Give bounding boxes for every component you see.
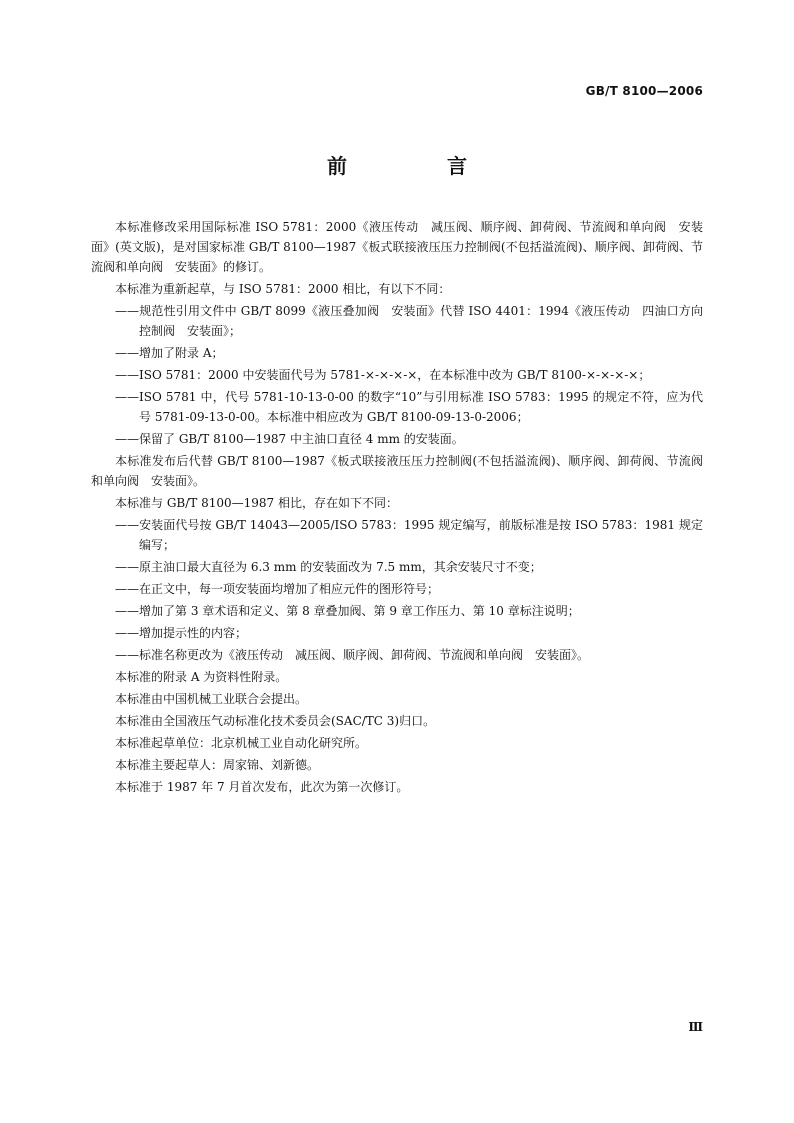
paragraph: 本标准发布后代替 GB/T 8100—1987《板式联接液压压力控制阀(不包括溢流阀)、顺序阀、卸荷阀、节流阀和单向阀 安装面》。 [91, 454, 703, 488]
paragraph: 本标准由中国机械工业联合会提出。 [115, 692, 308, 706]
list-item: ——保留了 GB/T 8100—1987 中主油口直径 4 mm 的安装面。 [115, 432, 464, 446]
paragraph: 本标准由全国液压气动标准化技术委员会(SAC/TC 3)归口。 [115, 714, 436, 728]
list-item: ——标准名称更改为《液压传动 减压阀、顺序阀、卸荷阀、节流阀和单向阀 安装面》。 [115, 648, 590, 662]
paragraph: 本标准主要起草人：周家锦、刘新德。 [115, 758, 320, 772]
paragraph: 本标准与 GB/T 8100—1987 相比，存在如下不同： [115, 496, 398, 510]
list-item: ——原主油口最大直径为 6.3 mm 的安装面改为 7.5 mm，其余安装尺寸不变； [115, 560, 542, 574]
document-body [91, 217, 703, 799]
list-item: ——在正文中，每一项安装面均增加了相应元件的图形符号； [115, 582, 440, 596]
list-item: ——安装面代号按 GB/T 14043—2005/ISO 5783：1995 规定编写，前版标准是按 ISO 5783：1981 规定编写； [115, 518, 703, 552]
page-title: 前 言 [327, 154, 507, 178]
paragraph: 本标准的附录 A 为资料性附录。 [115, 670, 288, 684]
page-number: Ⅲ [688, 1020, 703, 1034]
standard-code: GB/T 8100—2006 [585, 84, 703, 98]
paragraph: 本标准起草单位：北京机械工业自动化研究所。 [115, 736, 368, 750]
paragraph: 本标准于 1987 年 7 月首次发布，此次为第一次修订。 [115, 780, 409, 794]
paragraph: 本标准为重新起草，与 ISO 5781：2000 相比，有以下不同： [115, 282, 451, 296]
paragraph: 本标准修改采用国际标准 ISO 5781：2000《液压传动 减压阀、顺序阀、卸荷阀、节流阀和单向阀 安装面》(英文版)，是对国家标准 GB/T 8100—1987《板式联接液压压力控制阀(不包括溢流阀)、顺序阀、卸荷阀、节流阀和单向阀 安装面》的修订。 [91, 220, 703, 274]
list-item: ——增加了第 3 章术语和定义、第 8 章叠加阀、第 9 章工作压力、第 10 章标注说明； [115, 604, 580, 618]
list-item: ——ISO 5781：2000 中安装面代号为 5781-×-×-×-×，在本标准中改为 GB/T 8100-×-×-×-×； [115, 368, 651, 382]
list-item: ——规范性引用文件中 GB/T 8099《液压叠加阀 安装面》代替 ISO 4401：1994《液压传动 四油口方向控制阀 安装面》； [115, 304, 703, 338]
list-item: ——增加了附录 A； [115, 346, 224, 360]
list-item: ——ISO 5781 中，代号 5781-10-13-0-00 的数字“10”与引用标准 ISO 5783：1995 的规定不符，应为代号 5781-09-13-0-00。本标准中相应改为 GB/T 8100-09-13-0-2006； [115, 390, 703, 424]
list-item: ——增加提示性的内容； [115, 626, 248, 640]
